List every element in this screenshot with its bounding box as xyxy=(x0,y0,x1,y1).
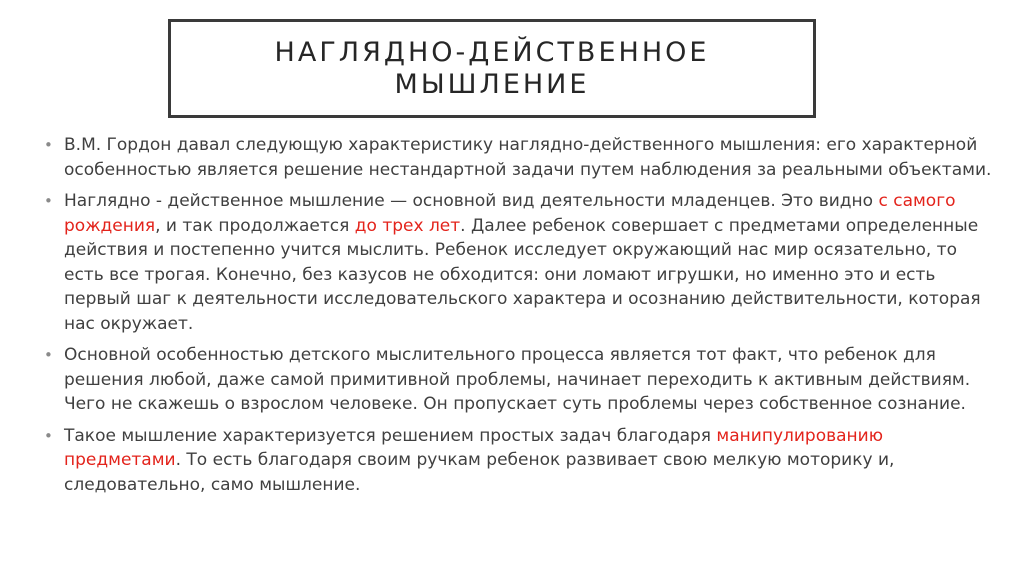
title-box xyxy=(168,19,816,118)
bullet-dot-icon: • xyxy=(44,136,53,154)
bullet-text: , и так продолжается xyxy=(155,215,355,236)
bullet-text: В.М. Гордон давал следующую характеристику наглядно-действенного мышления: его характерной особенностью является решение нестандартной задачи путем наблюдения за реальными объектами. xyxy=(64,135,992,180)
bullet-item xyxy=(44,424,994,498)
highlight-text: до трех лет xyxy=(354,215,461,236)
bullet-item xyxy=(44,343,994,417)
bullet-text: Основной особенностью детского мыслительного процесса является тот факт, что ребенок для решения любой, даже самой примитивной проблемы, начинает переходить к активным действиям. Чего не скажешь о взрослом человеке. Он пропускает суть проблемы через собственное сознание. xyxy=(64,345,971,414)
highlight-text: манипулированию предметами xyxy=(64,425,884,470)
bullet-text: . То есть благодаря своим ручкам ребенок развивает свою мелкую моторику и, следовательно, само мышление. xyxy=(64,450,895,495)
slide-title-line-2: МЫШЛЕНИЕ xyxy=(394,68,590,100)
bullet-list xyxy=(44,133,994,504)
bullet-text: Такое мышление характеризуется решением простых задач благодаря xyxy=(64,425,717,446)
bullet-dot-icon: • xyxy=(44,346,53,364)
bullet-text: Наглядно - действенное мышление — основной вид деятельности младенцев. Это видно xyxy=(64,191,879,211)
bullet-item xyxy=(44,133,994,182)
bullet-dot-icon: • xyxy=(44,192,53,210)
bullet-text: . Далее ребенок совершает с предметами определенные действия и постепенно учится мыслить. Ребенок исследует окружающий нас мир осязательно, то есть все трогая. Конечно, без казусов не обходится: они ломают игрушки, но именно это и есть первый шаг к деятельности исследовательского характера и осознанию действительности, которая нас окружает. xyxy=(64,215,981,334)
highlight-text: с самого рождения xyxy=(64,191,956,236)
slide-title-line-1: НАГЛЯДНО-ДЕЙСТВЕННОЕ xyxy=(274,36,710,68)
bullet-item xyxy=(44,189,994,336)
bullet-dot-icon: • xyxy=(44,426,53,445)
